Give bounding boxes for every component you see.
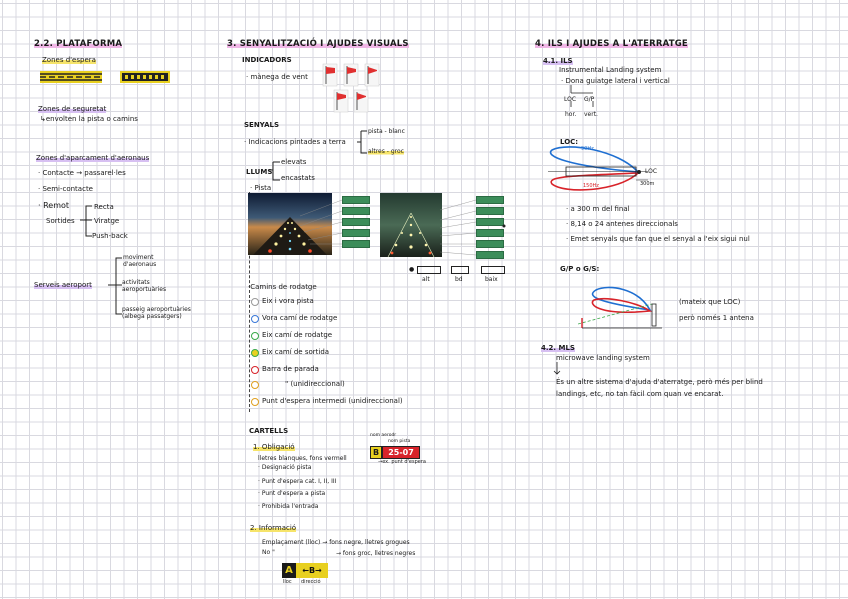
camins-item: Eix camí de rodatge [262, 331, 333, 339]
no-desc: → fons groc, lletres negres [336, 550, 416, 557]
loc-150hz-label: 150Hz [583, 183, 599, 189]
zones-seguretat-label: Zones de seguretat [38, 105, 107, 113]
camins-item: Punt d'espera intermedi (unidireccional) [262, 397, 403, 405]
ils-full: Instrumental Landing system [559, 66, 662, 74]
camins-item: Eix camí de sortida [262, 348, 330, 356]
senyals-heading: SENYALS [244, 121, 279, 129]
legend-baix: baix [485, 276, 498, 283]
altres-groc: altres - groc [368, 148, 404, 155]
sign-caption-direccio: direcció [301, 579, 321, 585]
servei-passeig: passeig aeroportuàries (albega passatgers) [122, 306, 191, 320]
sortida-pushback: Push-back [92, 232, 128, 240]
llums-elevats: elevats [281, 158, 307, 166]
loc-side-label: LOC [645, 168, 658, 175]
obligacio-item: · Punt d'espera a pista [258, 490, 326, 497]
light-callout-box [342, 207, 370, 215]
camins-item: " (unidireccional) [285, 380, 345, 388]
gp-lobes-diagram [578, 282, 668, 330]
guiatge-item: · Dona guiatge lateral i vertical [561, 77, 670, 85]
hor-label: hor. [565, 111, 577, 118]
runway-lights-photo-2 [380, 193, 442, 257]
loc-bullet: · a 300 m del final [566, 205, 630, 213]
camins-item: Vora camí de rodatge [262, 314, 338, 322]
loc-dist-label: 300m [640, 181, 655, 187]
contacte-item: · Contacte → passarel·les [38, 169, 126, 177]
servei-activitats: activitats aeroportuàries [122, 279, 167, 293]
indicacions-item: · Indicacions pintades a terra [244, 138, 346, 146]
loc-bullet: · 8,14 o 24 antenes direccionals [566, 220, 678, 228]
loc-90hz-label: 90Hz [581, 146, 594, 152]
semi-contacte-item: · Semi-contacte [38, 185, 93, 193]
mls-desc-line2: landings, etc, no tan fàcil com quan ve encarat. [556, 390, 724, 398]
loc-label: LOC [564, 96, 577, 103]
windsock-icon [323, 64, 337, 86]
windsock-diagram [322, 62, 384, 116]
sign-direction: ←B→ [296, 563, 328, 578]
section-title-senyalitzacio: 3. SENYALITZACIÓ I AJUDES VISUALS [227, 39, 409, 49]
llums-heading: LLUMS [246, 168, 273, 176]
callout-lines [300, 196, 344, 246]
gp-title: G/P o G/S: [560, 265, 600, 273]
section-title-plataforma: 2.2. PLATAFORMA [34, 39, 123, 49]
zones-espera-label: Zones d'espera [42, 56, 96, 64]
zones-seguretat-desc: ↳envolten la pista o camins [40, 115, 138, 123]
camins-item: Eix i vora pista [262, 297, 314, 305]
pista-label: · Pista [250, 184, 272, 192]
light-red-icon [251, 366, 259, 374]
sortides-label: Sortides [46, 217, 75, 225]
sign-runway-designation: 25-07 [382, 446, 420, 459]
sign-location-a: A [282, 563, 296, 578]
ex-punt-espera: →ex. punt d'espera [378, 459, 426, 465]
legend-bd-symbol [451, 266, 469, 274]
light-callout-box [342, 240, 370, 248]
light-green-icon [251, 332, 259, 340]
light-callout-box [342, 229, 370, 237]
gp-mateix: (mateix que LOC) [679, 298, 741, 306]
servei-moviment: moviment d'aeronaus [123, 254, 157, 268]
holding-marking-diagram [40, 68, 170, 88]
obligacio-item: · Designació pista [258, 464, 312, 471]
mls-heading: 4.2. MLS [541, 344, 575, 352]
sign-caption-lloc: lloc [283, 579, 292, 585]
down-arrow-icon [553, 362, 561, 376]
sign-caption-pista: nom pista [388, 439, 411, 444]
gp-antena: però només 1 antena [679, 314, 754, 322]
emplacament-item: Emplaçament (lloc) → fons negre, lletres grogues [262, 539, 410, 546]
informacio-heading: 2. Informació [250, 524, 297, 532]
llums-brace-icon [268, 158, 282, 184]
light-white-icon [251, 298, 259, 306]
indicadors-heading: INDICADORS [242, 56, 292, 64]
loc-bullet: · Emet senyals que fan que el senyal a l'eix sigui nul [566, 235, 750, 243]
lletres-blanques: lletres blanques, fons vermell [258, 455, 347, 462]
sortida-recta: Recta [94, 203, 114, 211]
obligacio-item: · Prohibida l'entrada [258, 503, 319, 510]
light-callout-box [342, 196, 370, 204]
callout-lines-2 [440, 196, 508, 258]
vert-label: vert. [584, 111, 598, 118]
legend-baix-symbol [481, 266, 505, 274]
legend-bullet: ● [409, 266, 415, 273]
ils-heading: 4.1. ILS [543, 57, 573, 65]
obligacio-heading: 1. Obligació [253, 443, 295, 451]
remot-item: · Remot [38, 201, 70, 210]
section-title-ils: 4. ILS I AJUDES A L'ATERRATGE [535, 39, 688, 49]
obligacio-item: · Punt d'espera cat. I, II, III [258, 478, 337, 485]
zones-aparcament-label: Zones d'aparcament d'aeronaus [36, 154, 150, 162]
light-callout-box [342, 218, 370, 226]
legend-bd: bd [455, 276, 463, 283]
light-green-yellow-icon [251, 349, 259, 357]
no-item: No " [262, 549, 275, 556]
legend-alt: alt [422, 276, 430, 283]
sortida-viratge: Viratge [94, 217, 120, 225]
loc-title: LOC: [560, 138, 579, 146]
light-amber-icon [251, 398, 259, 406]
loc-90hz-lobe [551, 147, 638, 172]
mls-desc-line1: És un altre sistema d'ajuda d'aterratge, però més per blind [556, 378, 763, 386]
camins-item: Barra de parada [262, 365, 319, 373]
gp-label: G/P [584, 96, 595, 103]
sign-location-b: B [370, 446, 382, 459]
cartells-heading: CARTELLS [249, 427, 289, 435]
serveis-aeroport-label: Serveis aeroport [34, 281, 92, 289]
mls-full: microwave landing system [556, 354, 650, 362]
sign-caption-cat: nom aerodr [370, 433, 397, 438]
llums-encastats: encastats [281, 174, 315, 182]
camins-heading: ·Camins de rodatge [248, 283, 317, 291]
indicacions-brace-icon [355, 128, 369, 156]
legend-alt-symbol [417, 266, 441, 274]
pista-blanc: pista - blanc [368, 128, 405, 135]
manega-item: · mànega de vent [246, 73, 308, 81]
light-blue-icon [251, 315, 259, 323]
light-amber-icon [251, 381, 259, 389]
